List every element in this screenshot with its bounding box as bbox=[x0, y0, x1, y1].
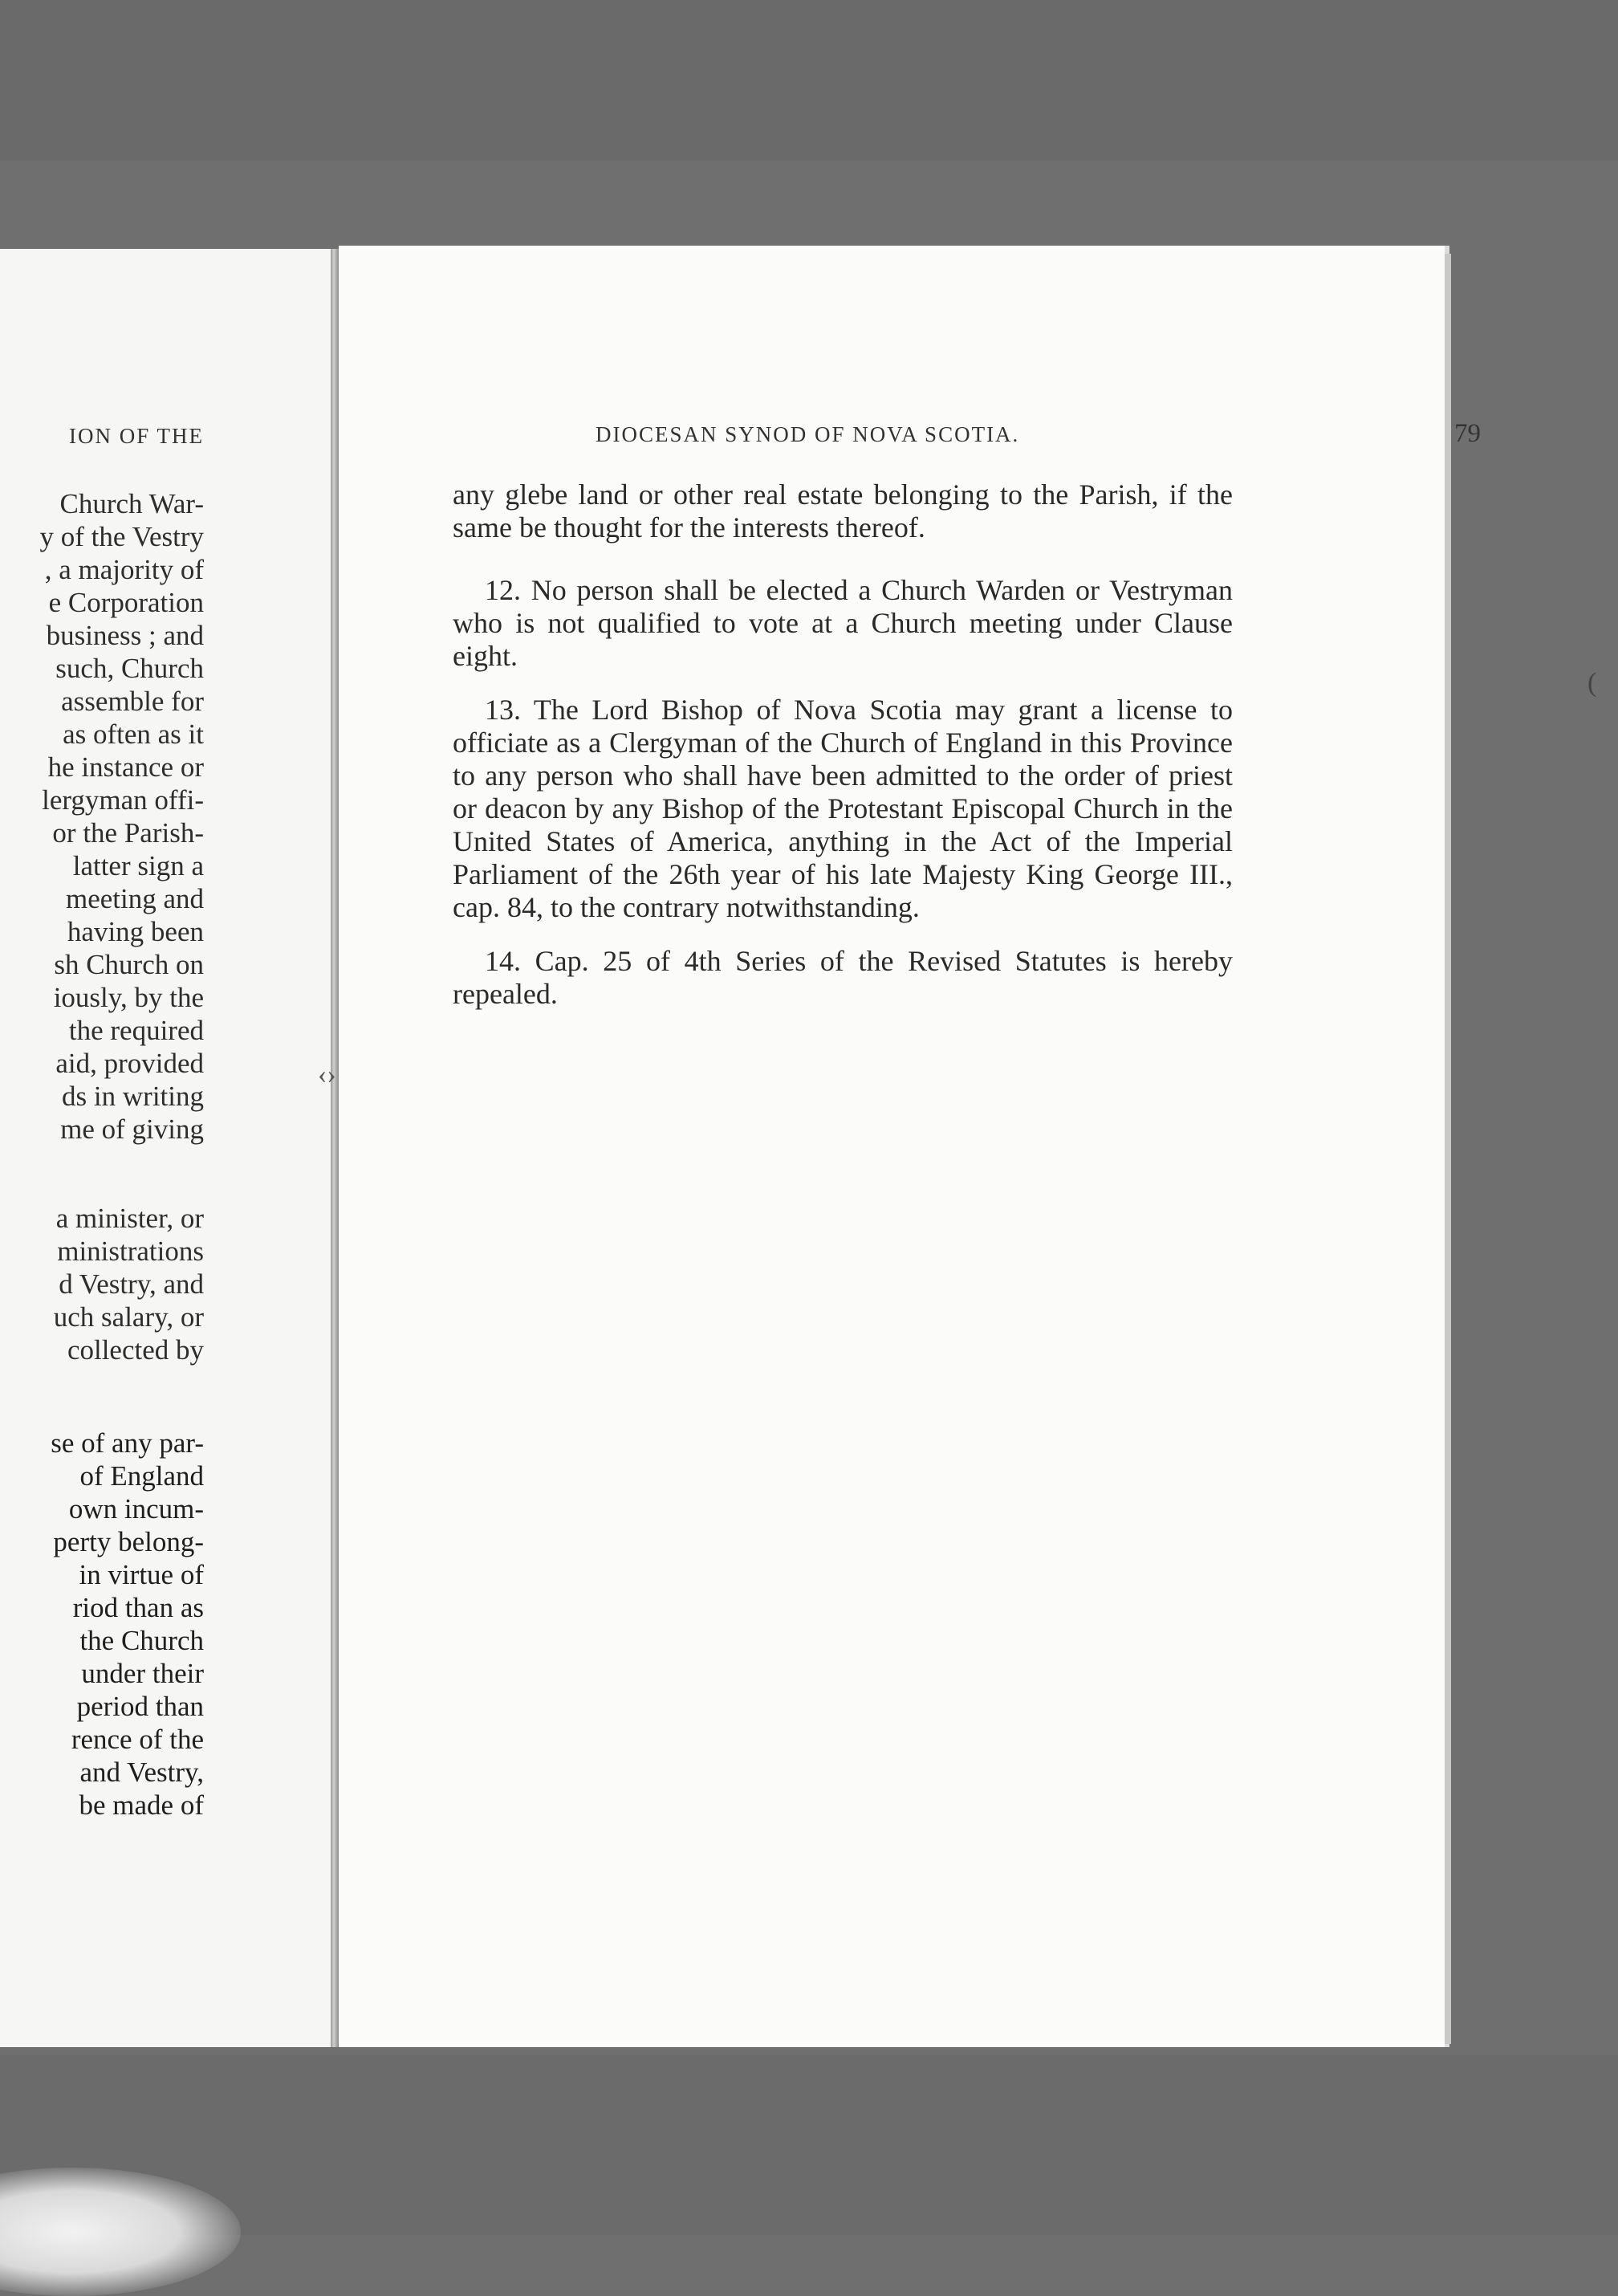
left-text-line: me of giving bbox=[60, 1113, 204, 1145]
scanner-backdrop-bottom bbox=[0, 2055, 1618, 2235]
left-running-head: ION OF THE bbox=[69, 424, 204, 448]
left-text-line: lergyman offi- bbox=[42, 784, 204, 816]
left-text-block-1 bbox=[40, 487, 204, 1146]
right-page bbox=[339, 246, 1481, 2047]
left-text-line: and Vestry, bbox=[79, 1757, 204, 1788]
left-text-line: be made of bbox=[79, 1789, 204, 1821]
page-number: 79 bbox=[1454, 419, 1481, 448]
left-text-line: latter sign a bbox=[72, 850, 204, 881]
left-text-line: ds in writing bbox=[62, 1081, 204, 1112]
left-text-line: sh Church on bbox=[54, 949, 204, 980]
left-text-line: uch salary, or bbox=[53, 1301, 204, 1333]
left-text-line: own incum- bbox=[68, 1493, 204, 1525]
paragraph-clause-14: 14. Cap. 25 of 4th Series of the Revised Statutes is hereby repealed. bbox=[453, 945, 1233, 1010]
left-text-line: riod than as bbox=[72, 1592, 204, 1623]
left-text-block-2 bbox=[54, 1202, 204, 1366]
left-text-line: a minister, or bbox=[55, 1203, 204, 1234]
left-text-line: perty belong- bbox=[53, 1526, 204, 1557]
left-text-line: business ; and bbox=[46, 620, 204, 651]
left-text-line: such, Church bbox=[55, 653, 204, 684]
stray-mark: ( bbox=[1588, 668, 1597, 698]
left-text-line: collected by bbox=[67, 1334, 204, 1366]
left-text-block-3 bbox=[51, 1427, 204, 1822]
paragraph-continuation: any glebe land or other real estate belonging to the Parish, if the same be thought for the interests thereof. bbox=[453, 478, 1233, 543]
left-text-line: assemble for bbox=[61, 686, 204, 717]
left-text-line: in virtue of bbox=[79, 1559, 204, 1590]
left-text-line: , a majority of bbox=[44, 554, 204, 585]
left-text-line: aid, provided bbox=[55, 1048, 204, 1079]
body-text bbox=[453, 478, 1233, 1032]
left-text-line: ministrations bbox=[57, 1236, 204, 1267]
left-text-line: the required bbox=[68, 1015, 204, 1046]
left-text-line: e Corporation bbox=[48, 587, 204, 618]
left-text-line: Church War- bbox=[59, 488, 204, 519]
left-text-line: d Vestry, and bbox=[59, 1268, 204, 1300]
left-page bbox=[0, 249, 331, 2047]
left-text-line: under their bbox=[81, 1658, 204, 1689]
left-text-line: of England bbox=[79, 1460, 204, 1492]
left-text-line: iously, by the bbox=[53, 982, 204, 1013]
page-edge bbox=[1445, 254, 1451, 2044]
left-text-line: as often as it bbox=[63, 719, 204, 750]
book-gutter bbox=[331, 249, 339, 2047]
paragraph-clause-13: 13. The Lord Bishop of Nova Scotia may grant a license to officiate as a Clergyman of the Church of England in this Province to any person who shall have been admitted to the order of priest or deacon by any Bishop of the Protestant Episcopal Church in the United States of America, anything in the Act of the Imperial Parliament of the 26th year of his late Majesty King George III., cap. 84, to the contrary notwithstanding. bbox=[453, 694, 1233, 923]
left-text-line: he instance or bbox=[47, 751, 204, 783]
scanner-backdrop-top bbox=[0, 0, 1618, 161]
left-text-line: y of the Vestry bbox=[39, 521, 204, 552]
paragraph-clause-12: 12. No person shall be elected a Church Warden or Vestryman who is not qualified to vote at a Church meeting under Clause eight. bbox=[453, 574, 1233, 672]
gutter-mark: ‹› bbox=[318, 1060, 336, 1089]
left-text-line: period than bbox=[76, 1691, 204, 1722]
left-text-line: meeting and bbox=[65, 883, 204, 914]
left-text-line: having been bbox=[67, 916, 204, 947]
left-text-line: the Church bbox=[79, 1625, 204, 1656]
left-text-line: rence of the bbox=[71, 1724, 204, 1755]
left-text-line: or the Parish- bbox=[52, 817, 204, 849]
running-head-title: DIOCESAN SYNOD OF NOVA SCOTIA. bbox=[596, 422, 1020, 446]
left-text-line: se of any par- bbox=[51, 1427, 204, 1459]
